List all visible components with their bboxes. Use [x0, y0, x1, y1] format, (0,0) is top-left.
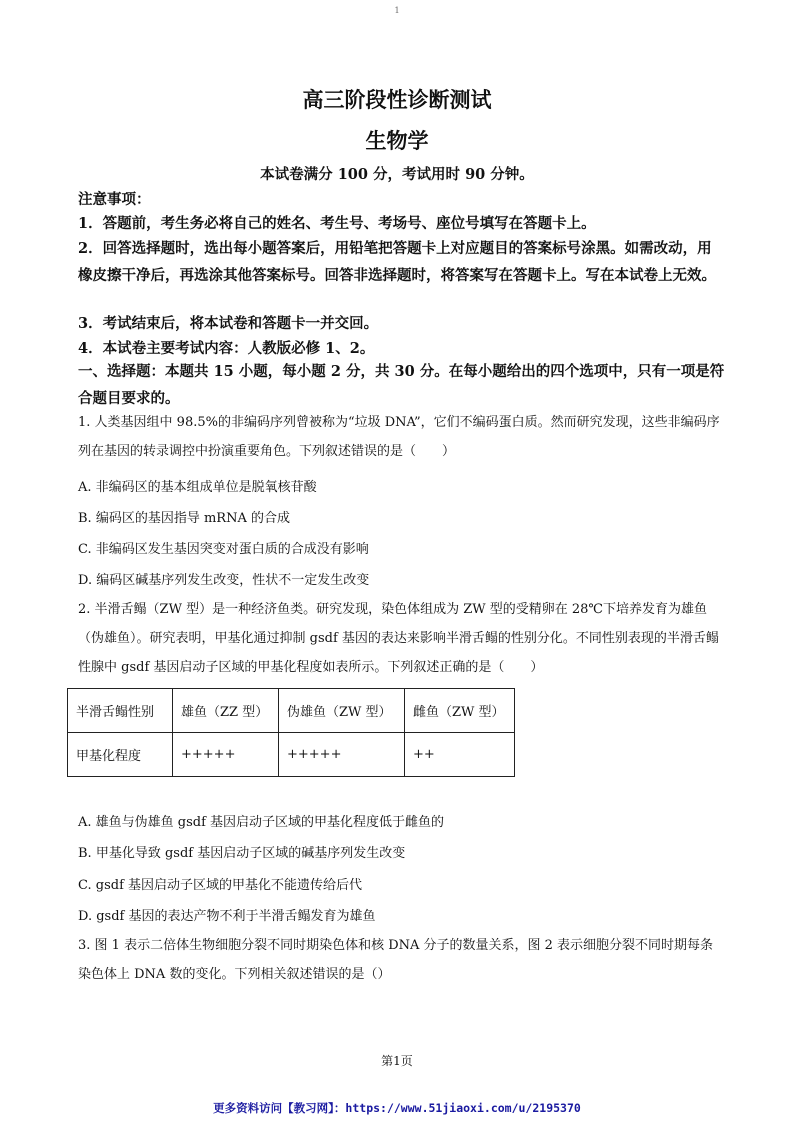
- table-cell: 雄鱼（ZZ 型）: [173, 689, 279, 733]
- question-1-option-a: A. 非编码区的基本组成单位是脱氧核苷酸: [78, 480, 317, 495]
- table-cell: +++++: [173, 733, 279, 777]
- note-item-2: 2．回答选择题时，选出每小题答案后，用铅笔把答题卡上对应题目的答案标号涂黑。如需改动，用橡皮擦干净后，再选涂其他答案标号。回答非选择题时，将答案写在答题卡上。写在本试卷上无效。: [78, 240, 716, 284]
- table-cell: 伪雄鱼（ZW 型）: [279, 689, 405, 733]
- table-cell: 甲基化程度: [68, 733, 173, 777]
- table-row: [68, 733, 515, 777]
- question-1-option-c: C. 非编码区发生基因突变对蛋白质的合成没有影响: [78, 542, 369, 557]
- exam-meta: 本试卷满分 100 分，考试用时 90 分钟。: [260, 166, 534, 183]
- exam-title: 高三阶段性诊断测试: [302, 87, 492, 112]
- note-item-3: 3．考试结束后，将本试卷和答题卡一并交回。: [78, 315, 379, 332]
- page-top-mark: 1: [394, 6, 400, 15]
- question-1-stem: 1. 人类基因组中 98.5%的非编码序列曾被称为“垃圾 DNA”，它们不编码蛋白质。然而研究发现，这些非编码序列在基因的转录调控中扮演重要角色。下列叙述错误的是（ ）: [78, 415, 720, 459]
- question-2-option-b: B. 甲基化导致 gsdf 基因启动子区域的碱基序列发生改变: [78, 846, 406, 861]
- methylation-table: [67, 688, 515, 777]
- question-2-option-c: C. gsdf 基因启动子区域的甲基化不能遗传给后代: [78, 878, 363, 893]
- table-cell: ++: [405, 733, 515, 777]
- table-cell: 半滑舌鳎性别: [68, 689, 173, 733]
- subject-title: 生物学: [365, 128, 429, 153]
- question-2-option-a: A. 雄鱼与伪雄鱼 gsdf 基因启动子区域的甲基化程度低于雌鱼的: [78, 815, 445, 830]
- resource-banner-link[interactable]: 更多资料访问【教习网】：https://www.51jiaoxi.com/u/2195370: [213, 1101, 581, 1115]
- table-cell: 雌鱼（ZW 型）: [405, 689, 515, 733]
- page-number: 第1页: [381, 1054, 413, 1068]
- section-heading: 一、选择题：本题共 15 小题，每小题 2 分，共 30 分。在每小题给出的四个选项中，只有一项是符合题目要求的。: [78, 363, 725, 407]
- notes-heading: 注意事项：: [78, 191, 151, 208]
- note-item-1: 1．答题前，考生务必将自己的姓名、考生号、考场号、座位号填写在答题卡上。: [78, 215, 596, 232]
- question-1-option-d: D. 编码区碱基序列发生改变，性状不一定发生改变: [78, 573, 370, 588]
- question-2-stem: 2. 半滑舌鳎（ZW 型）是一种经济鱼类。研究发现，染色体组成为 ZW 型的受精卵在 28℃下培养发育为雄鱼（伪雄鱼）。研究表明，甲基化通过抑制 gsdf 基因的表达来影响半滑舌鳎的性别分化。不同性别表现的半滑舌鳎性腺中 gsdf 基因启动子区域的甲基化程度如表所示。下列叙述正确的是（ ）: [78, 602, 719, 675]
- table-cell: +++++: [279, 733, 405, 777]
- question-3-stem: 3. 图 1 表示二倍体生物细胞分裂不同时期染色体和核 DNA 分子的数量关系，图 2 表示细胞分裂不同时期每条染色体上 DNA 数的变化。下列相关叙述错误的是（）: [78, 938, 714, 982]
- question-1-option-b: B. 编码区的基因指导 mRNA 的合成: [78, 511, 290, 526]
- note-item-4: 4．本试卷主要考试内容：人教版必修 1、2。: [78, 340, 375, 357]
- question-2-option-d: D. gsdf 基因的表达产物不利于半滑舌鳎发育为雄鱼: [78, 909, 376, 924]
- table-header-row: [68, 689, 515, 733]
